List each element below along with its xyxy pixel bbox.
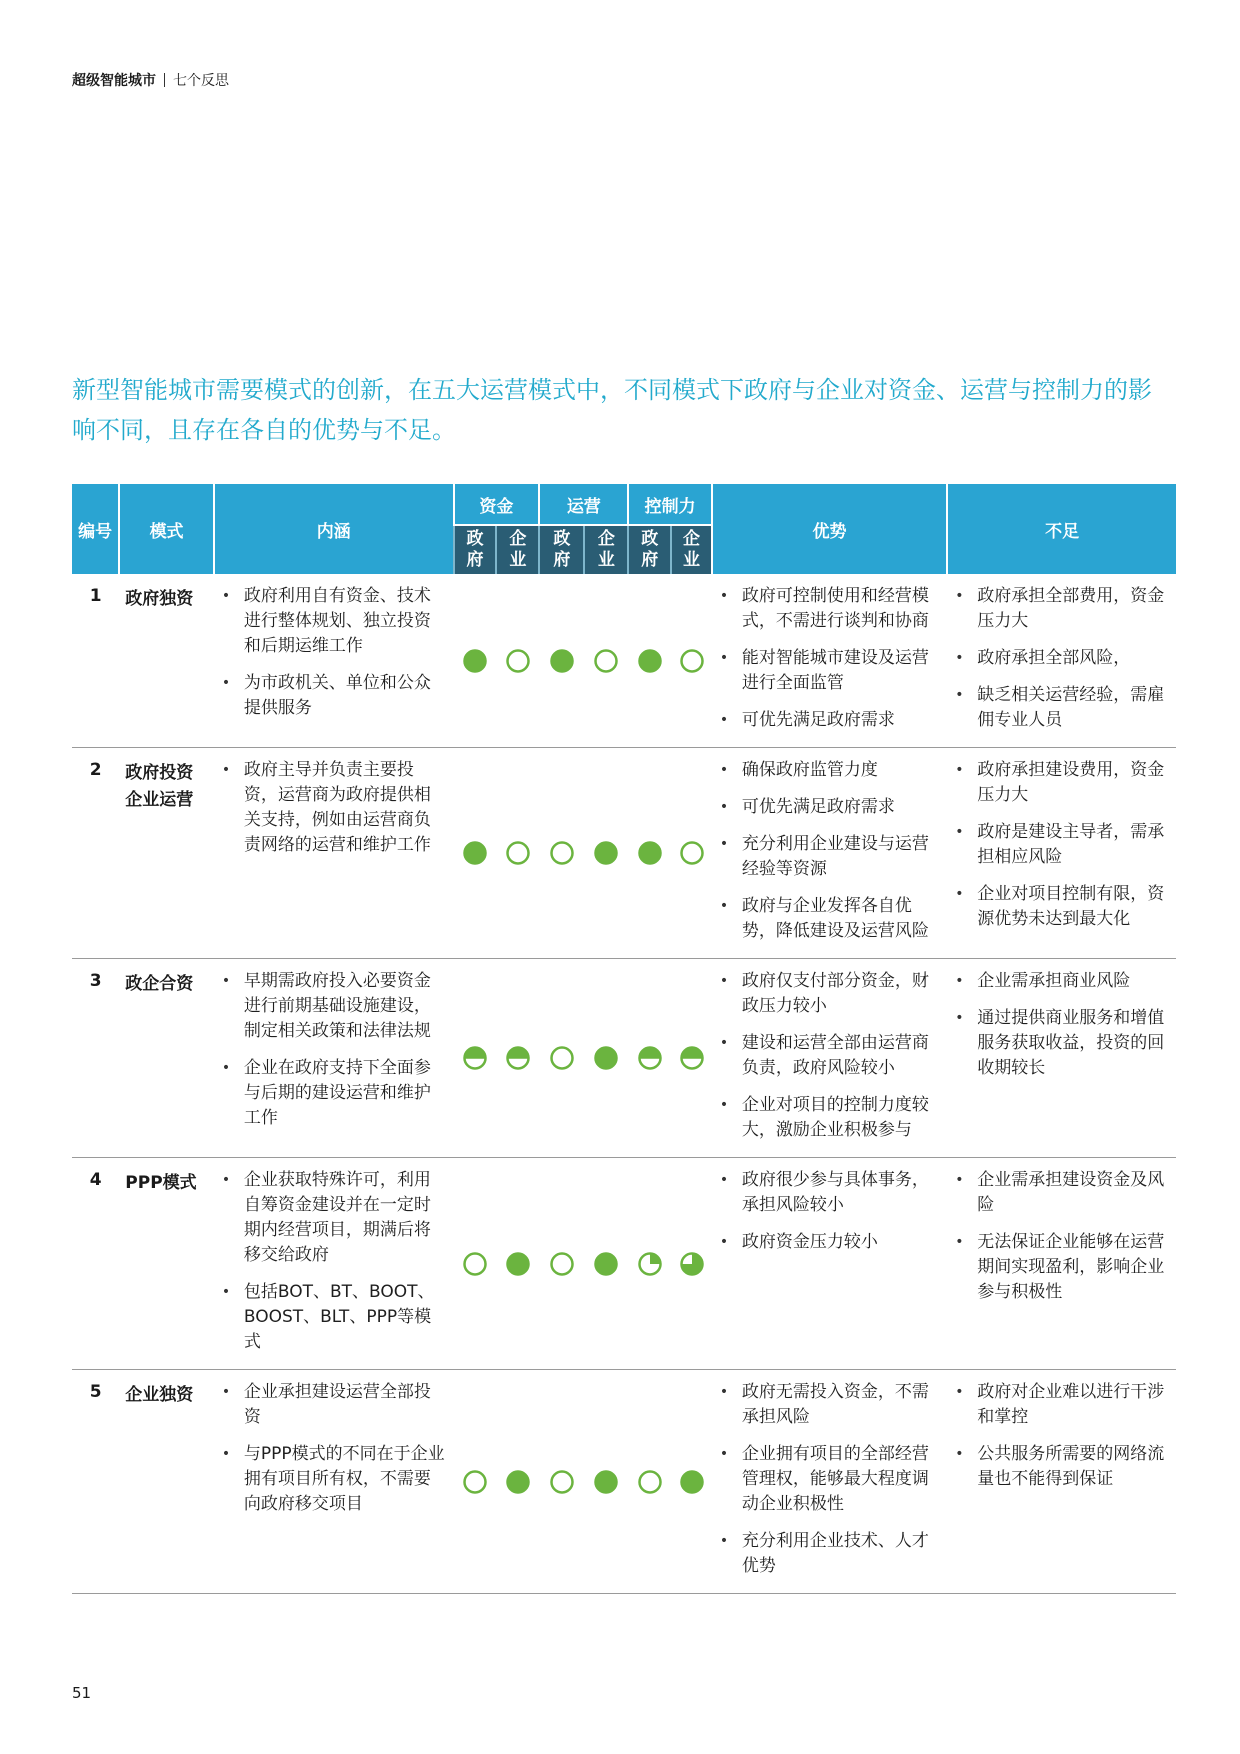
level-cell-control-gov [628,574,671,748]
header-divider [164,73,165,87]
content-cell [214,1370,454,1594]
level-indicator-icon [594,649,618,673]
mode-name: PPP模式 [119,1158,214,1370]
disadvantage-item: • 企业需承担建设资金及风险 [961,1168,1170,1218]
content-item: • 企业在政府支持下全面参与后期的建设运营和维护工作 [228,1056,448,1131]
level-indicator-icon [506,1252,530,1276]
level-indicator-icon [506,1470,530,1494]
advantage-list [712,1158,947,1269]
level-indicator-icon [594,1470,618,1494]
level-cell-operation-ent [584,1370,628,1594]
disadvantage-item: • 无法保证企业能够在运营期间实现盈利，影响企业参与积极性 [961,1230,1170,1305]
col-header-disadvantages: 不足 [947,484,1176,574]
row-number: 1 [72,574,119,748]
content-list [214,1158,454,1369]
operating-models-table [72,484,1176,1594]
level-cell-operation-ent [584,748,628,959]
section-title: 七个反思 [173,73,229,89]
disadvantage-item: • 企业需承担商业风险 [961,969,1170,994]
row-number: 3 [72,959,119,1158]
report-title: 超级智能城市 [72,73,156,89]
advantage-list [712,574,947,747]
disadvantage-item: • 通过提供商业服务和增值服务获取收益，投资的回收期较长 [961,1006,1170,1081]
advantage-cell [712,574,947,748]
advantage-item: • 政府很少参与具体事务，承担风险较小 [726,1168,941,1218]
content-item: • 企业承担建设运营全部投资 [228,1380,448,1430]
disadvantage-item: • 政府承担建设费用，资金压力大 [961,758,1170,808]
row-number: 4 [72,1158,119,1370]
level-indicator-icon [680,1470,704,1494]
disadvantage-list [947,574,1176,747]
content-item: • 政府利用自有资金、技术进行整体规划、独立投资和后期运维工作 [228,584,448,659]
level-cell-control-ent [671,1158,712,1370]
col-header-content: 内涵 [214,484,454,574]
level-indicator-icon [550,1470,574,1494]
level-cell-control-gov [628,1158,671,1370]
level-indicator-icon [463,1470,487,1494]
col-header-operation-ent: 企 业 [584,525,628,574]
level-cell-funding-gov [454,959,497,1158]
col-header-mode: 模式 [119,484,214,574]
disadvantage-cell [947,1158,1176,1370]
content-cell [214,748,454,959]
level-cell-control-gov [628,959,671,1158]
col-header-advantages: 优势 [712,484,947,574]
level-cell-funding-ent [496,574,539,748]
content-list [214,959,454,1145]
advantage-item: • 政府与企业发挥各自优势，降低建设及运营风险 [726,894,941,944]
level-cell-funding-ent [496,1370,539,1594]
advantage-item: • 政府可控制使用和经营模式，不需进行谈判和协商 [726,584,941,634]
page-header [72,70,229,90]
col-header-funding: 资金 [454,484,540,525]
disadvantage-item: • 公共服务所需要的网络流量也不能得到保证 [961,1442,1170,1492]
table-row [72,959,1176,1158]
advantage-list [712,1370,947,1593]
mode-name: 政府独资 [119,574,214,748]
level-indicator-icon [594,1252,618,1276]
level-cell-funding-ent [496,1158,539,1370]
disadvantage-cell [947,748,1176,959]
content-item: • 企业获取特殊许可，利用自筹资金建设并在一定时期内经营项目，期满后将移交给政府 [228,1168,448,1268]
disadvantage-item: • 政府承担全部费用，资金压力大 [961,584,1170,634]
disadvantage-cell [947,959,1176,1158]
advantage-item: • 企业对项目的控制力度较大，激励企业积极参与 [726,1093,941,1143]
advantage-item: • 充分利用企业技术、人才优势 [726,1529,941,1579]
level-cell-operation-gov [539,959,584,1158]
table-row [72,574,1176,748]
table-row [72,1370,1176,1594]
level-indicator-icon [550,649,574,673]
level-cell-operation-gov [539,574,584,748]
content-cell [214,959,454,1158]
level-indicator-icon [594,841,618,865]
level-cell-control-gov [628,1370,671,1594]
level-indicator-icon [463,1046,487,1070]
level-cell-control-ent [671,959,712,1158]
content-list [214,748,454,872]
disadvantage-item: • 政府是建设主导者，需承担相应风险 [961,820,1170,870]
col-header-control: 控制力 [628,484,712,525]
intro-paragraph: 新型智能城市需要模式的创新，在五大运营模式中，不同模式下政府与企业对资金、运营与控制力的影响不同，且存在各自的优势与不足。 [72,376,1152,444]
advantage-item: • 能对智能城市建设及运营进行全面监管 [726,646,941,696]
level-indicator-icon [638,1470,662,1494]
level-cell-operation-ent [584,574,628,748]
disadvantage-list [947,1370,1176,1506]
table-body [72,574,1176,1594]
level-indicator-icon [463,649,487,673]
level-cell-control-ent [671,748,712,959]
advantage-item: • 建设和运营全部由运营商负责，政府风险较小 [726,1031,941,1081]
mode-name: 政企合资 [119,959,214,1158]
level-cell-operation-gov [539,748,584,959]
level-indicator-icon [638,649,662,673]
disadvantage-list [947,959,1176,1095]
level-indicator-icon [680,1046,704,1070]
disadvantage-item: • 政府承担全部风险， [961,646,1170,671]
level-cell-funding-ent [496,748,539,959]
level-cell-funding-gov [454,574,497,748]
disadvantage-item: • 企业对项目控制有限，资源优势未达到最大化 [961,882,1170,932]
row-number: 5 [72,1370,119,1594]
content-item: • 包括BOT、BT、BOOT、 BOOST、BLT、PPP等模式 [228,1280,448,1355]
col-header-funding-gov: 政 府 [454,525,497,574]
content-list [214,574,454,735]
level-cell-control-ent [671,574,712,748]
level-indicator-icon [638,1252,662,1276]
advantage-item: • 确保政府监管力度 [726,758,941,783]
mode-name: 企业独资 [119,1370,214,1594]
level-indicator-icon [550,841,574,865]
content-item: • 为市政机关、单位和公众提供服务 [228,671,448,721]
level-cell-control-gov [628,748,671,959]
mode-name: 政府投资企业运营 [119,748,214,959]
level-cell-funding-gov [454,1370,497,1594]
level-indicator-icon [463,1252,487,1276]
level-indicator-icon [506,1046,530,1070]
disadvantage-list [947,1158,1176,1319]
col-header-control-gov: 政 府 [628,525,671,574]
advantage-cell [712,748,947,959]
level-cell-operation-gov [539,1158,584,1370]
level-indicator-icon [463,841,487,865]
table-row [72,748,1176,959]
level-indicator-icon [594,1046,618,1070]
level-indicator-icon [638,841,662,865]
content-cell [214,1158,454,1370]
disadvantage-item: • 政府对企业难以进行干涉和掌控 [961,1380,1170,1430]
advantage-list [712,959,947,1157]
disadvantage-cell [947,574,1176,748]
level-cell-funding-gov [454,1158,497,1370]
disadvantage-cell [947,1370,1176,1594]
level-cell-funding-gov [454,748,497,959]
level-indicator-icon [638,1046,662,1070]
advantage-item: • 可优先满足政府需求 [726,708,941,733]
level-cell-operation-gov [539,1370,584,1594]
advantage-cell [712,959,947,1158]
advantage-list [712,748,947,958]
content-item: • 与PPP模式的不同在于企业拥有项目所有权，不需要向政府移交项目 [228,1442,448,1517]
content-cell [214,574,454,748]
level-cell-control-ent [671,1370,712,1594]
level-indicator-icon [506,649,530,673]
level-indicator-icon [680,649,704,673]
advantage-item: • 企业拥有项目的全部经营管理权，能够最大程度调动企业积极性 [726,1442,941,1517]
advantage-item: • 政府无需投入资金，不需承担风险 [726,1380,941,1430]
content-item: • 早期需政府投入必要资金进行前期基础设施建设，制定相关政策和法律法规 [228,969,448,1044]
table-row [72,1158,1176,1370]
content-item: • 政府主导并负责主要投资，运营商为政府提供相关支持，例如由运营商负责网络的运营和维护工作 [228,758,448,858]
disadvantage-list [947,748,1176,946]
level-indicator-icon [506,841,530,865]
row-number: 2 [72,748,119,959]
col-header-num: 编号 [72,484,119,574]
advantage-item: • 可优先满足政府需求 [726,795,941,820]
col-header-operation: 运营 [539,484,628,525]
level-indicator-icon [680,1252,704,1276]
level-indicator-icon [680,841,704,865]
advantage-cell [712,1158,947,1370]
content-list [214,1370,454,1531]
col-header-control-ent: 企 业 [671,525,712,574]
level-cell-operation-ent [584,1158,628,1370]
advantage-item: • 政府仅支付部分资金，财政压力较小 [726,969,941,1019]
level-indicator-icon [550,1252,574,1276]
advantage-item: • 政府资金压力较小 [726,1230,941,1255]
col-header-funding-ent: 企 业 [496,525,539,574]
level-cell-operation-ent [584,959,628,1158]
level-indicator-icon [550,1046,574,1070]
advantage-item: • 充分利用企业建设与运营经验等资源 [726,832,941,882]
disadvantage-item: • 缺乏相关运营经验，需雇佣专业人员 [961,683,1170,733]
level-cell-funding-ent [496,959,539,1158]
advantage-cell [712,1370,947,1594]
page-number: 51 [72,1684,92,1702]
col-header-operation-gov: 政 府 [539,525,584,574]
